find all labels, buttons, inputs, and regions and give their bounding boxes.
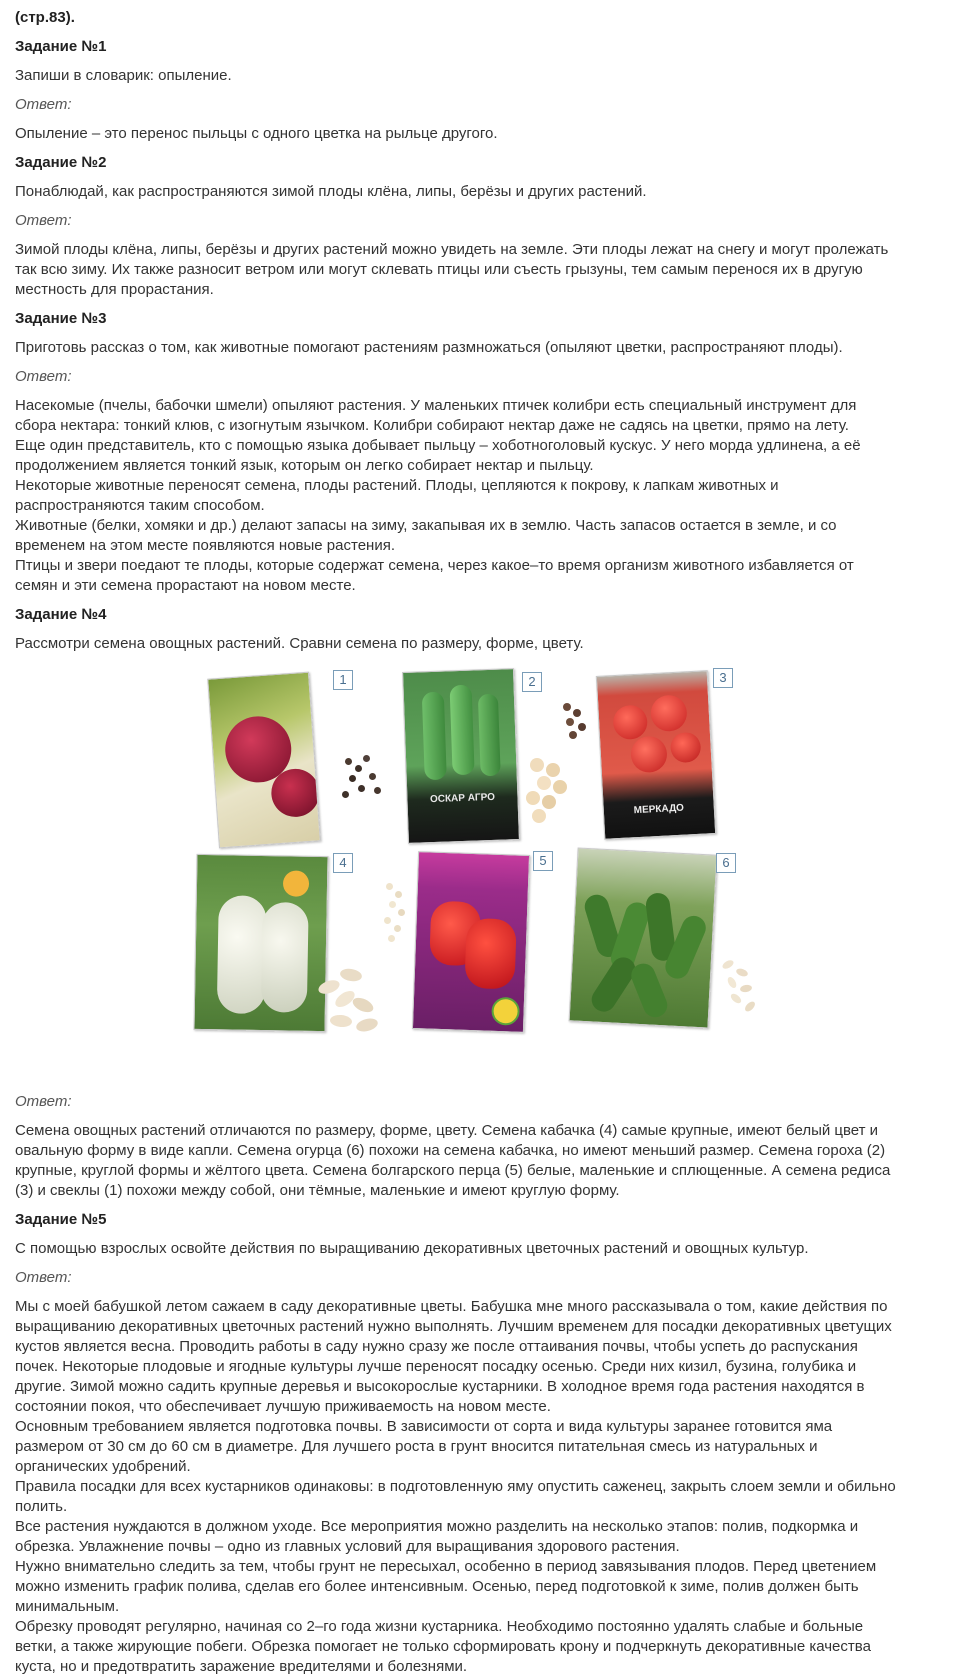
task-2-answer [15,240,959,300]
answer-line: овальную форму в виде капли. Семена огурца (6) похожи на семена кабачка, но имеют меньший размер. Семена гороха (2) [15,1142,886,1159]
cucumber-seed-packet [569,847,718,1028]
answer-line: местность для прорастания. [15,281,214,298]
answer-line: Основным требованием является подготовка почвы. В зависимости от сорта и вида культуры заранее готовится яма [15,1418,833,1435]
task-5-answer-label: Ответ: [15,1269,72,1286]
answer-line: (3) и свеклы (1) похожи между собой, они тёмные, маленькие и имеют круглую форму. [15,1182,620,1199]
task-1-answer [15,124,959,144]
answer-line: минимальным. [15,1598,120,1615]
answer-line: состоянии покоя, что обеспечивает лучшую приживаемость на новом месте. [15,1398,551,1415]
answer-line: продолжением является тонкий язык, которым он легко собирает нектар и пыльцу. [15,457,594,474]
answer-line: Насекомые (пчелы, бабочки шмели) опыляют растения. У маленьких птичек колибри есть специальный инструмент для [15,397,857,414]
answer-line: Правила посадки для всех кустарников одинаковы: в подготовленную яму опустить саженец, закрыть слоем земли и обильно [15,1478,896,1495]
answer-line: куста, но и предотвратить заражение вредителями и болезнями. [15,1658,468,1675]
beet-seed-packet [207,672,321,849]
answer-line: почек. Некоторые плодовые и ягодные культуры лучше переносят посадку осенью. Среди них кизил, бузина, голубика и [15,1358,857,1375]
radish-packet-label: МЕРКАДО [633,802,685,817]
packet-number-1: 1 [333,670,353,690]
pea-packet-label: ОСКАР АГРО [429,791,496,806]
task-3-question: Приготовь рассказ о том, как животные помогают растениям размножаться (опыляют цветки, распространяют плоды). [15,339,843,356]
answer-line: Животные (белки, хомяки и др.) делают запасы на зиму, закапывая их в землю. Часть запасов остается в земле, и со [15,517,837,534]
task-1-title: Задание №1 [15,38,107,55]
answer-line: Обрезку проводят регулярно, начиная со 2–го года жизни кустарника. Необходимо постоянно удалять слабые и больные [15,1618,864,1635]
task-1-answer-label: Ответ: [15,96,72,113]
task-3-answer-label: Ответ: [15,368,72,385]
answer-line: Зимой плоды клёна, липы, берёзы и других растений можно увидеть на земле. Эти плоды лежат на снегу и могут пролежать [15,241,889,258]
task-4-answer [15,1121,959,1201]
task-3-answer [15,396,959,596]
answer-line: Все растения нуждаются в должном уходе. Все мероприятия можно разделить на несколько этапов: полив, подкормка и [15,1518,859,1535]
answer-line: полить. [15,1498,68,1515]
task-4-title: Задание №4 [15,606,107,623]
pepper-seed-packet [412,851,530,1033]
answer-line: можно изменить график полива, сделав его более интенсивным. Осенью, перед подготовкой к зиме, полив должен быть [15,1578,859,1595]
answer-line: кустов является весна. Проводить работы в саду нужно сразу же после оттаивания почвы, чтобы успеть до распускания [15,1338,858,1355]
answer-line: Мы с моей бабушкой летом сажаем в саду декоративные цветы. Бабушка мне много рассказывала о том, какие действия по [15,1298,888,1315]
task-5-answer [15,1297,959,1677]
packet-number-5: 5 [533,851,553,871]
task-2-answer-label: Ответ: [15,212,72,229]
task-5-question: С помощью взрослых освойте действия по выращиванию декоративных цветочных растений и овощных культур. [15,1240,809,1257]
task-2-question: Понаблюдай, как распространяются зимой плоды клёна, липы, берёзы и других растений. [15,183,647,200]
answer-line: так всю зиму. Их также разносит ветром или могут склевать птицы или съесть грызуны, тем самым перенося их в другую [15,261,863,278]
task-4-question: Рассмотри семена овощных растений. Сравни семена по размеру, форме, цвету. [15,635,584,652]
answer-line: временем на этом месте появляются новые растения. [15,537,395,554]
task-5-title: Задание №5 [15,1211,107,1228]
packet-number-6: 6 [716,853,736,873]
packet-number-4: 4 [333,853,353,873]
seed-packets-figure [0,663,973,1083]
task-3-title: Задание №3 [15,310,107,327]
answer-line: крупные, круглой формы и жёлтого цвета. Семена болгарского перца (5) белые, маленькие и сплющенные. А семена редиса [15,1162,891,1179]
answer-line: Опыление – это перенос пыльцы с одного цветка на рыльце другого. [15,125,498,142]
answer-line: сбора нектара: тонкий клюв, с изогнутым язычком. Колибри собирают нектар даже не садясь на цветки, прямо на лету. [15,417,849,434]
answer-line: Некоторые животные переносят семена, плоды растений. Плоды, цепляются к покрову, к лапкам животных и [15,477,779,494]
task-2-title: Задание №2 [15,154,107,171]
answer-line: Птицы и звери поедают те плоды, которые содержат семена, через какое–то время организм животного избавляется от [15,557,854,574]
packet-number-3: 3 [713,668,733,688]
answer-line: Семена овощных растений отличаются по размеру, форме, цвету. Семена кабачка (4) самые крупные, имеют белый цвет и [15,1122,879,1139]
answer-line: размером от 30 см до 60 см в диаметре. Для лучшего роста в грунт вносится питательная смесь из натуральных и [15,1438,818,1455]
zucchini-seed-packet [193,854,328,1032]
packet-number-2: 2 [522,672,542,692]
radish-seed-packet [596,670,716,840]
task-4-answer-label: Ответ: [15,1093,72,1110]
answer-line: ветки, а также жирующие побеги. Обрезка помогает не только сформировать крону и подчеркнуть декоративные качества [15,1638,871,1655]
answer-line: Еще один представитель, кто с помощью языка добывает пыльцу – хоботноголовый кускус. У него морда удлинена, а её [15,437,861,454]
task-1-question: Запиши в словарик: опыление. [15,67,232,84]
answer-line: органических удобрений. [15,1458,191,1475]
pea-seed-packet [402,668,520,844]
answer-line: Нужно внимательно следить за тем, чтобы грунт не пересыхал, особенно в период завязывания плодов. Перед цветением [15,1558,877,1575]
answer-line: распространяются таким способом. [15,497,265,514]
answer-line: семян и эти семена прорастают на новом месте. [15,577,356,594]
answer-line: обрезка. Увлажнение почвы – одно из главных условий для выращивания здорового растения. [15,1538,680,1555]
page-ref: (стр.83). [15,9,75,26]
answer-line: выращиванию декоративных цветочных растений нужно выполнять. Лучшим временем для посадки декоративных цветущих [15,1318,892,1335]
answer-line: другие. Зимой можно садить крупные деревья и высокорослые кустарники. В холодное время года растения находятся в [15,1378,865,1395]
